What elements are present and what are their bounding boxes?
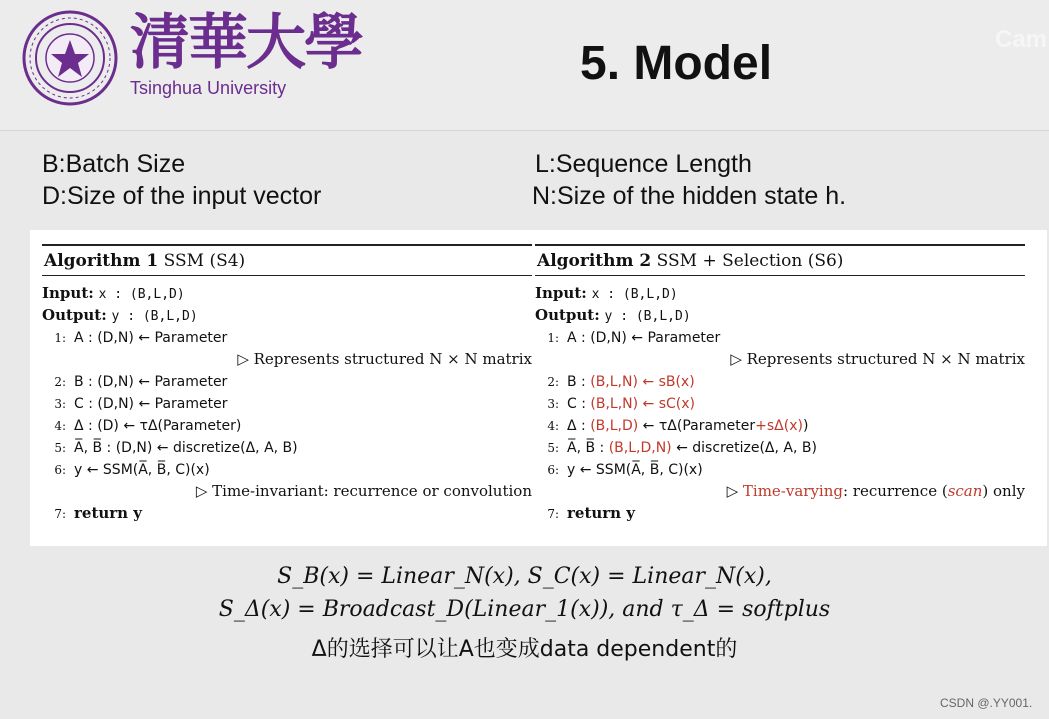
alg1-line-6: 6: y ← SSM(A̅, B̅, C)(x) — [54, 462, 210, 478]
alg2-line-1: 1: A : (D,N) ← Parameter — [547, 330, 721, 346]
alg1-line-5: 5: A̅, B̅ : (D,N) ← discretize(Δ, A, B) — [54, 440, 298, 456]
watermark: CSDN @.YY001. — [940, 696, 1033, 710]
alg2-line-6: 6: y ← SSM(A̅, B̅, C)(x) — [547, 462, 703, 478]
alg1-line-3: 3: C : (D,N) ← Parameter — [54, 396, 228, 412]
algorithm-panel — [30, 230, 1047, 546]
def-batch-size: B:Batch Size — [42, 150, 186, 178]
alg1-line-1: 1: A : (D,N) ← Parameter — [54, 330, 228, 346]
def-input-size: D:Size of the input vector — [42, 182, 322, 210]
def-sequence-length: L:Sequence Length — [535, 150, 752, 178]
algorithm-1-header: Algorithm 1 SSM (S4) — [42, 246, 532, 276]
alg2-input: Input: x : (B,L,D) — [535, 284, 678, 302]
alg1-line-7: 7: return y — [54, 504, 143, 522]
formula-line-2: S_Δ(x) = Broadcast_D(Linear_1(x)), and τ_Δ = softplus — [218, 597, 831, 622]
alg2-line-4: 4: Δ : (B,L,D) ← τΔ(Parameter+sΔ(x)) — [547, 418, 809, 434]
alg2-comment-1: ▷ Represents structured N × N matrix — [730, 350, 1025, 368]
alg1-input: Input: x : (B,L,D) — [42, 284, 185, 302]
alg1-comment-1: ▷ Represents structured N × N matrix — [237, 350, 532, 368]
tsinghua-seal-icon — [22, 10, 118, 106]
slide-title: 5. Model — [580, 37, 773, 90]
alg2-comment-6: ▷ Time-varying: recurrence (scan) only — [726, 482, 1025, 500]
formula-note: Δ的选择可以让A也变成data dependent的 — [311, 637, 738, 662]
logo-chinese-name: 清華大學 — [130, 8, 362, 78]
alg1-comment-6: ▷ Time-invariant: recurrence or convolution — [195, 482, 532, 500]
alg2-line-5: 5: A̅, B̅ : (B,L,D,N) ← discretize(Δ, A, B) — [547, 440, 817, 456]
alg2-line-3: 3: C : (B,L,N) ← sC(x) — [547, 396, 696, 412]
corner-label: Cam — [995, 26, 1048, 53]
logo-english-name: Tsinghua University — [130, 78, 287, 98]
def-hidden-size: N:Size of the hidden state h. — [532, 182, 847, 210]
algorithm-2 — [535, 244, 1025, 524]
algorithm-2-header: Algorithm 2 SSM + Selection (S6) — [535, 246, 1025, 276]
alg2-line-7: 7: return y — [547, 504, 636, 522]
alg2-output: Output: y : (B,L,D) — [535, 306, 691, 324]
slide-header — [0, 0, 1049, 131]
alg1-output: Output: y : (B,L,D) — [42, 306, 198, 324]
algorithm-1 — [42, 244, 532, 524]
alg1-line-4: 4: Δ : (D) ← τΔ(Parameter) — [54, 418, 242, 434]
formula-line-1: S_B(x) = Linear_N(x), S_C(x) = Linear_N(x), — [277, 564, 772, 589]
alg1-line-2: 2: B : (D,N) ← Parameter — [54, 374, 228, 390]
alg2-line-2: 2: B : (B,L,N) ← sB(x) — [547, 374, 695, 390]
